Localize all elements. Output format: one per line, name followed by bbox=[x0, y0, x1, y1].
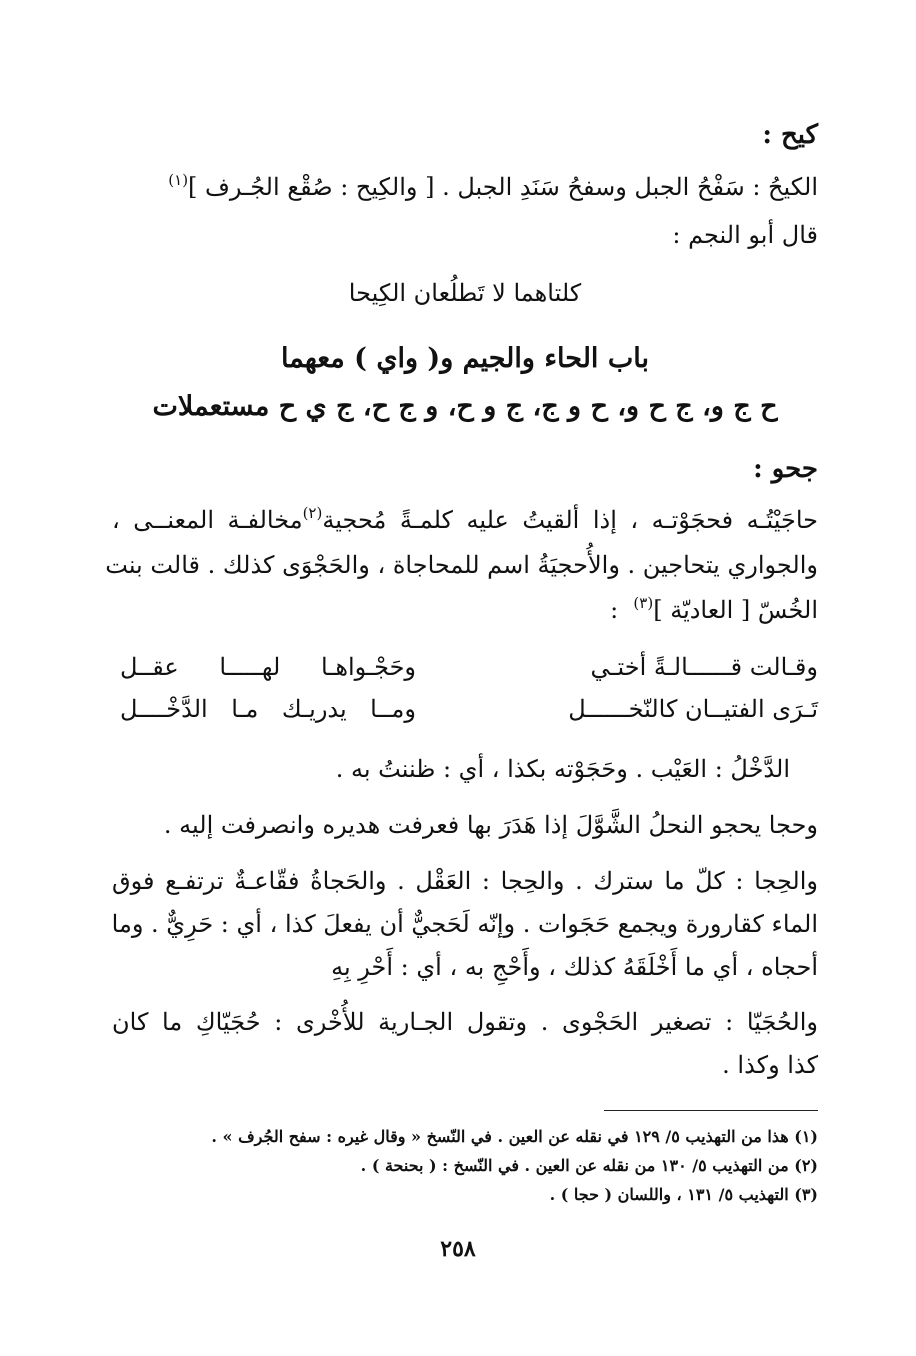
paragraph-4-line-2: الماء كقارورة ويجمع حَجَوات . وإنّه لَحَجيٌّ أن يفعلَ كذا ، أي : حَرِيٌّ . وما bbox=[111, 910, 818, 938]
paragraph-1-text-c: الخُسّ [ العاديّة ] bbox=[653, 596, 818, 624]
footnote-ref-2: (٢) bbox=[302, 504, 323, 522]
entry-kyh-line-1 bbox=[112, 170, 818, 204]
footnote-ref-3: (٣) bbox=[633, 594, 654, 612]
paragraph-5-line-1: والحُجَيّا : تصغير الحَجْوى . وتقول الجـارية للأُخْرى : حُجَيّاكِ ما كان bbox=[112, 1008, 818, 1036]
entry-headword-jhw: جحو : bbox=[753, 454, 818, 484]
verse-line-kyh: كلتاهما لا تَطلُعان الكِيحا bbox=[348, 279, 582, 307]
footnote-1: (١) هذا من التهذيب ٥/ ١٢٩ في نقله عن العين . في النّسخ « وقال غيره : سفح الجُرف » . bbox=[211, 1127, 818, 1146]
couplet-1-second-hemistich: وحَجْـواهـا لهـــــا عقــل bbox=[120, 653, 416, 681]
footnote-3: (٣) التهذيب ٥/ ١٣١ ، واللسان ( حجا ) . bbox=[549, 1185, 818, 1204]
footnote-ref-1: (١) bbox=[168, 171, 189, 189]
paragraph-4-line-1: والحِجا : كلّ ما سترك . والحِجا : العَقْل . والحَجاةُ فقّاعـةٌ ترتفـع فوق bbox=[112, 867, 819, 895]
paragraph-1-colon: : bbox=[610, 596, 619, 624]
page-number: ٢٥٨ bbox=[440, 1236, 476, 1262]
paragraph-3: وحجا يحجو النحلُ الشَّوَّلَ إذا هَدَرَ بها فعرفت هديره وانصرفت إليه . bbox=[163, 811, 818, 839]
paragraph-4-line-3: أحجاه ، أي ما أَخْلَقَهُ كذلك ، وأَحْجِ به ، أي : أَحْرِ بِهِ bbox=[331, 953, 818, 981]
paragraph-1-text-a: حاجَيْتُـه فحجَوْتـه ، إذا ألقيتُ عليه كلمـةً مُحجية bbox=[322, 506, 818, 534]
chapter-title: باب الحاء والجيم و( واي ) معهما bbox=[281, 343, 649, 374]
couplet-2-second-hemistich: ومــا يدريـك مـا الدَّخْــــل bbox=[120, 695, 416, 723]
footnote-separator bbox=[604, 1110, 818, 1111]
paragraph-1-text-b: مخالفـة المعنــى ، bbox=[112, 506, 303, 534]
couplet-2-first-hemistich: تَـرَى الفتيــان كالنّخــــــل bbox=[568, 695, 818, 723]
paragraph-1-line-1 bbox=[112, 503, 818, 537]
chapter-subtitle: ح ج و، ج ح و، ح و ج، ج و ح، و ج ح، ج ي ح مستعملات bbox=[152, 391, 778, 422]
paragraph-5-line-2: كذا وكذا . bbox=[722, 1051, 818, 1079]
footnote-2: (٢) من التهذيب ٥/ ١٣٠ من نقله عن العين . في النّسخ : ( بحنحة ) . bbox=[360, 1156, 818, 1175]
paragraph-2: الدَّخْلُ : العَيْب . وحَجَوْته بكذا ، أي : ظننتُ به . bbox=[335, 755, 790, 783]
entry-kyh-text: الكيحُ : سَفْحُ الجبل وسفحُ سَنَدِ الجبل . [ والكِيح : صُقْع الجُـرف ] bbox=[188, 173, 818, 201]
paragraph-1-line-3 bbox=[112, 593, 818, 627]
paragraph-1-line-2: والجواري يتحاجين . والأُحجيَةُ اسم للمحاجاة ، والحَجْوَى كذلك . قالت بنت bbox=[105, 551, 818, 579]
entry-kyh-line-2: قال أبو النجم : bbox=[672, 221, 818, 249]
entry-headword-kyh: كيح : bbox=[762, 120, 818, 150]
couplet-1-first-hemistich: وقـالت قــــــالـةً أختـي bbox=[590, 653, 818, 681]
